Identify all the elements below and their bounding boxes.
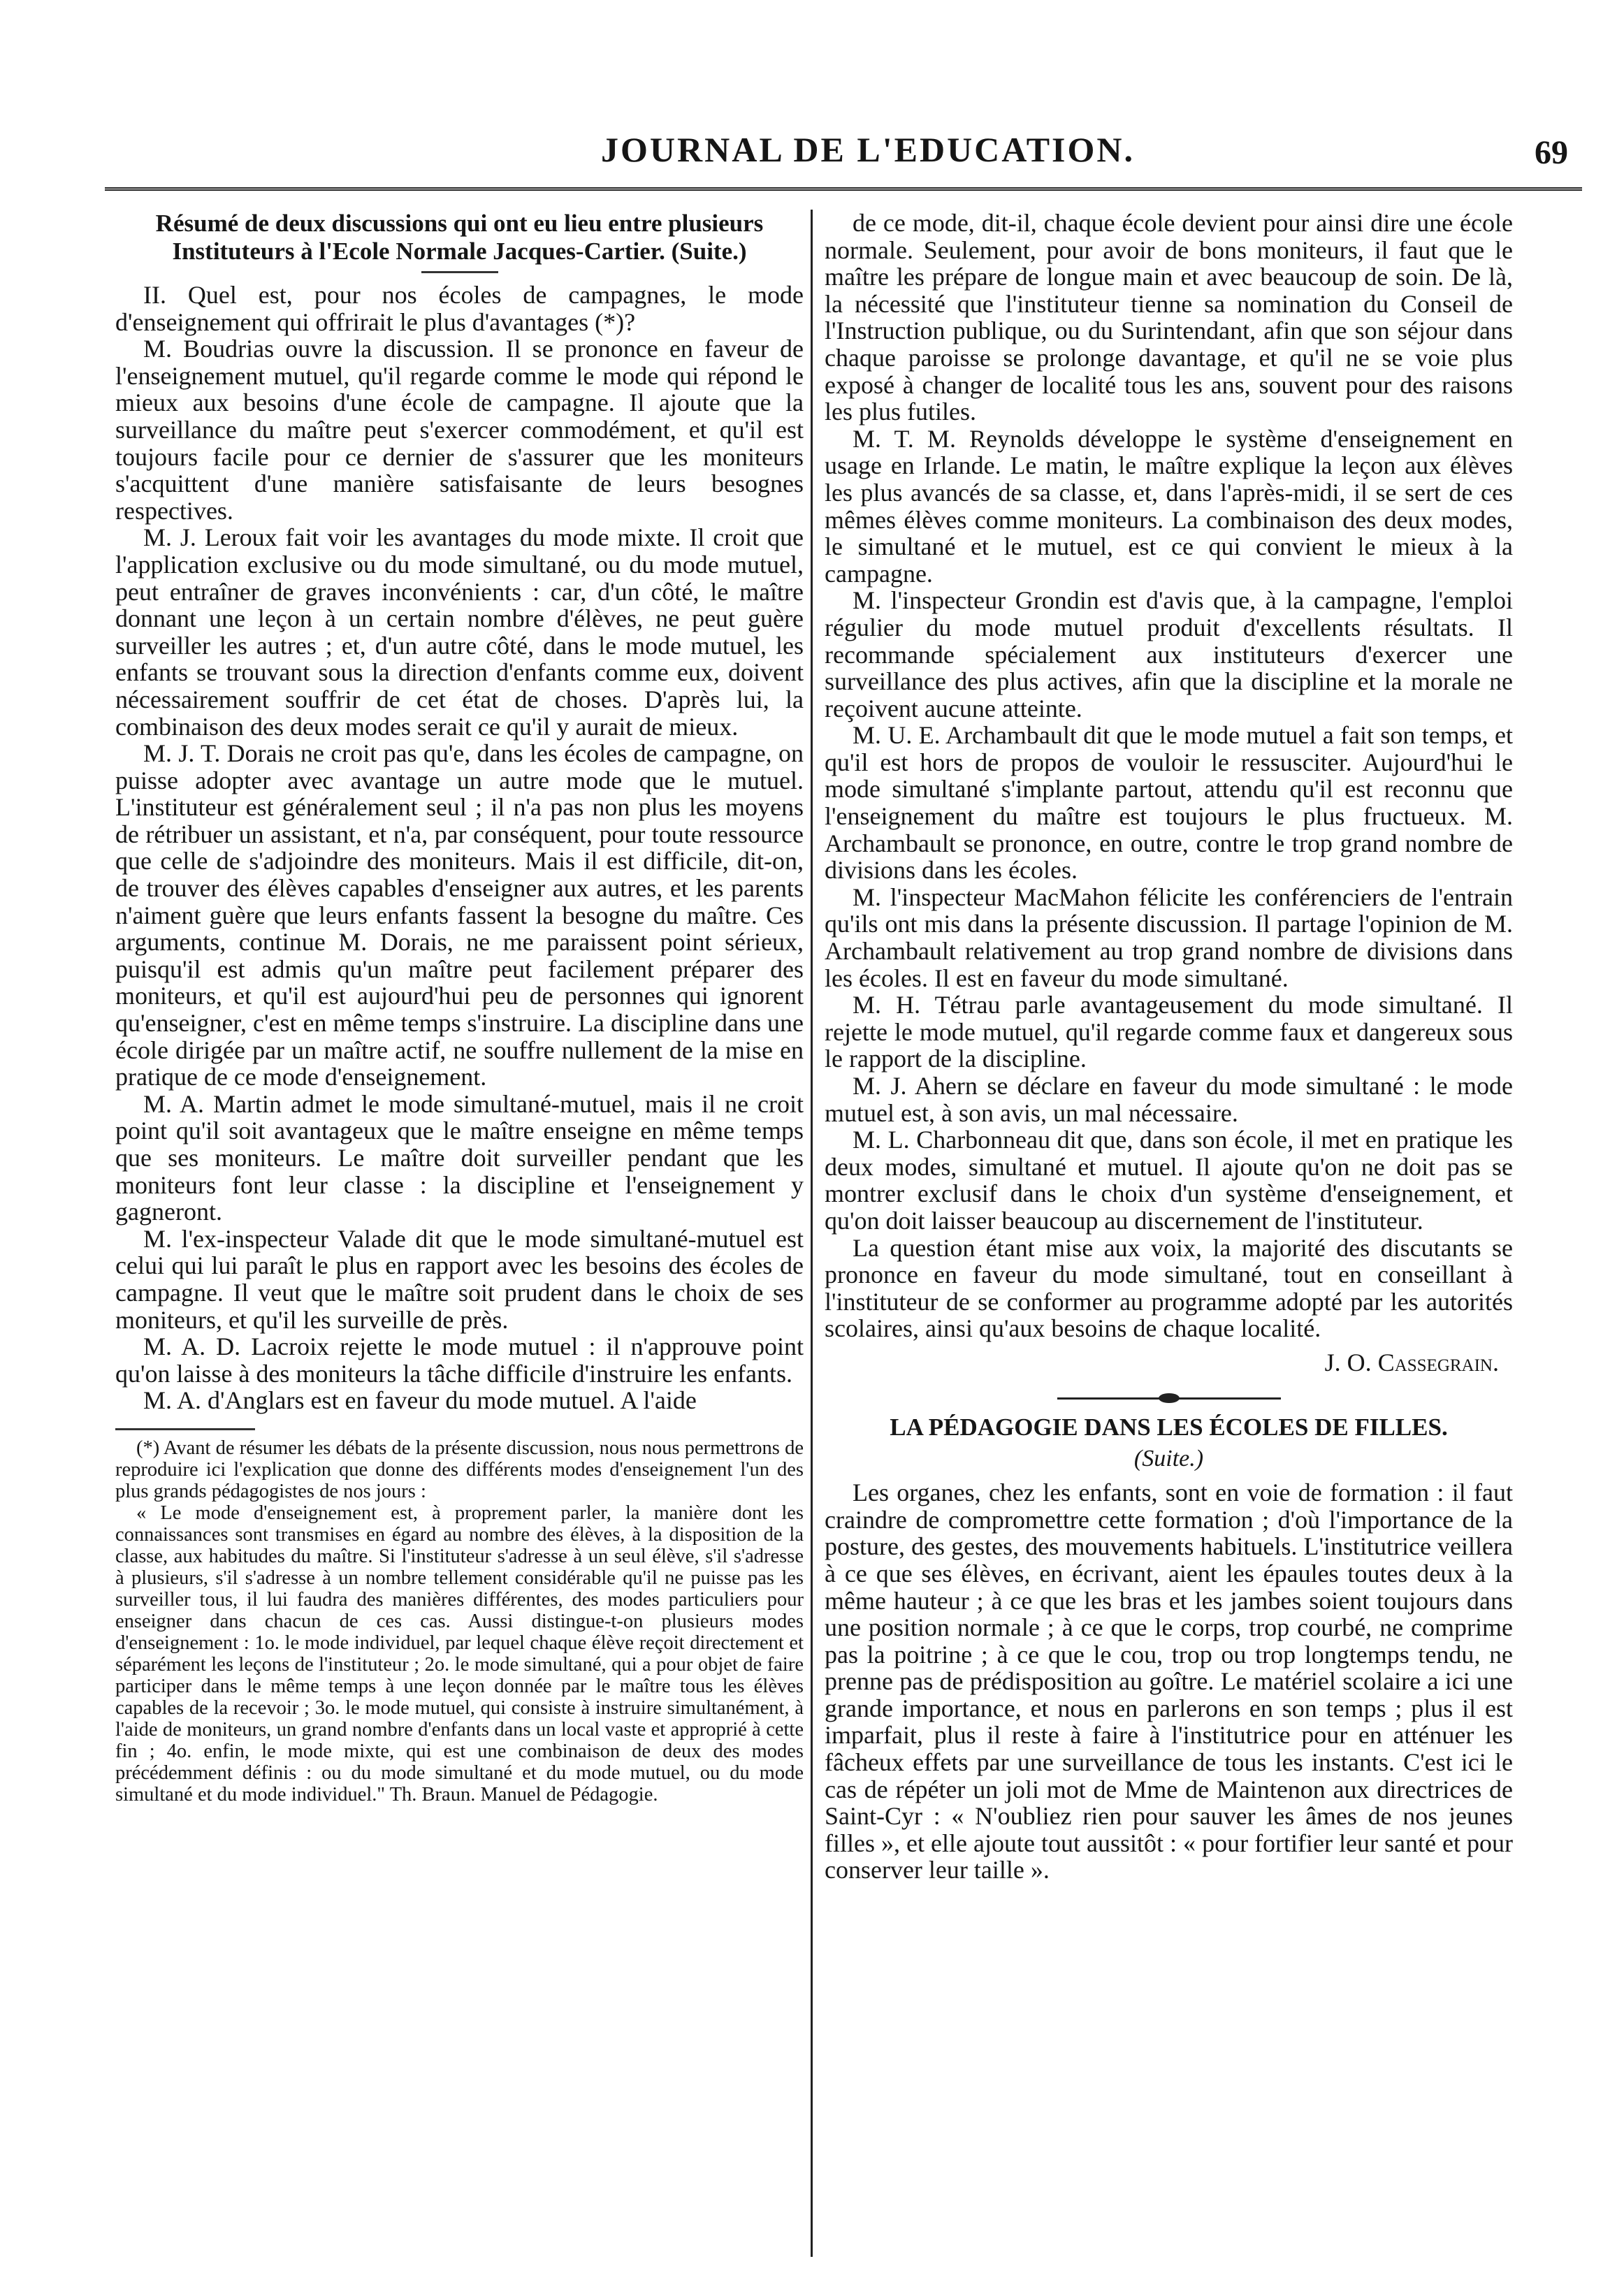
paragraph: M. H. Tétrau parle avantageusement du mode simultané. Il rejette le mode mutuel, qu'il regarde comme faux et dangereux sous le rapport de la discipline. — [825, 991, 1513, 1073]
paragraph: M. L. Charbonneau dit que, dans son école, il met en pratique les deux modes, simultané et mutuel. Il ajoute qu'on ne doit pas se montrer exclusif dans le choix d'un système d'enseignement, et qu'on doit laisser beaucoup au discernement de l'instituteur. — [825, 1126, 1513, 1235]
column-divider — [811, 210, 813, 2257]
paragraph: de ce mode, dit-il, chaque école devient pour ainsi dire une école normale. Seulement, pour avoir de bons moniteurs, il faut que le maître les prépare de longue main et avec beaucoup de soin. De là, la nécessité que l'instituteur tienne sa nomination du Conseil de l'Instruction publique, ou du Surintendant, afin que son séjour dans chaque paroisse se prolonge davantage, et qu'il ne se voie plus exposé à changer de localité tous les ans, souvent pour des raisons les plus futiles. — [825, 209, 1513, 426]
paragraph: M. A. d'Anglars est en faveur du mode mutuel. A l'aide — [143, 1386, 697, 1415]
paragraph: M. J. Leroux fait voir les avantages du mode mixte. Il croit que l'application exclusive ou du mode simultané, ou du mode mutuel, peut entraîner de graves inconvénients : car, d'un côté, le maître donnant une leçon à un certain nombre d'élèves, ne peut guère surveiller les autres ; et, d'un autre côté, dans le mode mutuel, les enfants se trouvant sous la direction d'enfants comme eux, doivent nécessairement souffrir de cet état de choses. D'après lui, la combinaison des deux modes serait ce qu'il y aurait de mieux. — [115, 523, 804, 741]
paragraph: La question étant mise aux voix, la majorité des discutants se prononce en faveur du mode simultané, tout en conseillant à l'instituteur de se conformer au programme adopté par les autorités scolaires, ainsi qu'aux besoins de chaque localité. — [825, 1233, 1513, 1343]
footnote-paragraph: (*) Avant de résumer les débats de la présente discussion, nous nous permettrons de reproduire ici l'explication que donne des différents modes d'enseignement l'un des plus grands pédagogistes de nos jours : — [115, 1437, 804, 1502]
left-column — [115, 210, 804, 1805]
page-header — [98, 129, 1568, 178]
footnote — [115, 1437, 804, 1805]
paragraph: M. U. E. Archambault dit que le mode mutuel a fait son temps, et qu'il est hors de propos de vouloir le ressusciter. Aujourd'hui le mode simultané s'implante partout, attendu qu'il est reconnu que l'enseignement du maître est toujours le plus fructueux. M. Archambault se prononce, en outre, contre le trop grand nombre de divisions dans les écoles. — [825, 721, 1513, 885]
footnote-paragraph: « Le mode d'enseignement est, à proprement parler, la manière dont les connaissances sont transmises en égard au nombre des élèves, à la disposition de la classe, aux habitudes du maître. Si l'instituteur s'adresse à un seul élève, s'il s'adresse à plusieurs, s'il s'adresse à un nombre tellement considérable qu'il ne puisse pas les surveiller tous, il lui faudra des manières différentes, des modes particuliers pour enseigner dans chacun de ces cas. Aussi distingue-t-on plusieurs modes d'enseignement : 1o. le mode individuel, par lequel chaque élève reçoit directement et séparément les leçons de l'instituteur ; 2o. le mode simultané, qui a pour objet de faire participer dans le même temps à une leçon donnée par le maître tous les élèves capables de la recevoir ; 3o. le mode mutuel, qui consiste à instruire simultanément, à l'aide de moniteurs, un grand nombre d'enfants dans un local vaste et approprié à cette fin ; 4o. enfin, le mode mixte, qui est une combinaison de deux des modes précédemment définis : ou du mode simultané et du mode mutuel, ou du mode simultané et du mode individuel." Th. Braun. Manuel de Pédagogie. — [115, 1502, 804, 1805]
paragraph: M. T. M. Reynolds développe le système d'enseignement en usage en Irlande. Le matin, le maître explique la leçon aux élèves les plus avancés de sa classe, et, dans l'après-midi, il se sert de ces mêmes élèves comme moniteurs. La combinaison des deux modes, le simultané et le mutuel, est ce qui convient le mieux à la campagne. — [825, 424, 1513, 588]
paragraph: M. A. Martin admet le mode simultané-mutuel, mais il ne croit point qu'il soit avantageux que le maître enseigne en même temps que ses moniteurs. Le maître doit surveiller pendant que les moniteurs font leur classe : la discipline et l'enseignement y gagneront. — [115, 1089, 804, 1226]
footnote-rule — [115, 1428, 255, 1430]
paragraph: M. Boudrias ouvre la discussion. Il se prononce en faveur de l'enseignement mutuel, qu'il regarde comme le mode qui répond le mieux aux besoins d'une école de campagne. Il ajoute que la surveillance du maître peut s'exercer commodément, et qu'il est toujours facile pour ce dernier de s'assurer que les moniteurs s'acquittent d'une manière satisfaisante de leurs besognes respectives. — [115, 335, 804, 525]
section-subtitle: (Suite.) — [1133, 1445, 1204, 1472]
section-ornament — [1057, 1397, 1281, 1400]
paragraph: M. J. T. Dorais ne croit pas qu'e, dans les écoles de campagne, on puisse adopter avec avantage un autre mode que le mutuel. L'instituteur est généralement seul ; il n'a pas non plus les moyens de rétribuer un assistant, et n'a, par conséquent, pour toute ressource que celle de s'adjoindre des moniteurs. Mais il est difficile, dit-on, de trouver des élèves capables d'enseigner aux autres, et les parents n'aiment guère que leurs enfants fassent la besogne du maître. Ces arguments, continue M. Dorais, ne me paraissent point sérieux, puisqu'il est admis qu'un maître peut facilement préparer des moniteurs, et qu'il est aujourd'hui peu de personnes qui ignorent qu'enseigner, c'est en même temps s'instruire. La discipline dans une école dirigée par un maître actif, ne souffre nullement de la mise en pratique de ce mode d'enseignement. — [115, 739, 804, 1091]
journal-title: JOURNAL DE L'EDUCATION. — [601, 130, 1135, 169]
paragraph: II. Quel est, pour nos écoles de campagnes, le mode d'enseignement qui offrirait le plus d'avantages (*)? — [115, 281, 804, 336]
paragraph: M. l'ex-inspecteur Valade dit que le mode simultané-mutuel est celui qui lui paraît le plus en rapport avec les besoins des écoles de campagne. Il veut que le maître soit prudent dans le choix de ses moniteurs, et qu'il les surveille de près. — [115, 1224, 804, 1334]
paragraph: M. l'inspecteur Grondin est d'avis que, à la campagne, l'emploi régulier du mode mutuel produit d'excellents résultats. Il recommande spécialement aux instituteurs d'exercer une surveillance des plus actives, afin que la discipline et la morale ne reçoivent aucune atteinte. — [825, 586, 1513, 722]
paragraph: M. A. D. Lacroix rejette le mode mutuel : il n'approuve point qu'on laisse à des moniteurs la tâche difficile d'instruire les enfants. — [115, 1332, 804, 1388]
right-column — [825, 210, 1513, 1884]
signature: J. O. Cassegrain. — [1324, 1348, 1499, 1376]
header-rule — [105, 187, 1582, 191]
paragraph: M. J. Ahern se déclare en faveur du mode simultané : le mode mutuel est, à son avis, un mal nécessaire. — [825, 1072, 1513, 1127]
heading-separator — [421, 271, 498, 273]
article-heading: Résumé de deux discussions qui ont eu lieu entre plusieurs Instituteurs à l'Ecole Normale Jacques-Cartier. (Suite.) — [155, 210, 764, 265]
paragraph: Les organes, chez les enfants, sont en voie de formation : il faut craindre de compromettre cette formation ; d'où l'importance de la posture, des gestes, des mouvements habituels. L'institutrice veillera à ce que ses élèves, en écrivant, aient les épaules toutes deux à la même hauteur ; à ce que les bras et les jambes soient toujours dans une position normale ; à ce que le corps, trop courbé, ne comprime pas la poitrine ; à ce que le cou, trop ou trop longtemps tendu, ne prenne pas de prédisposition au goître. Le matériel scolaire a ici une grande importance, et nous en parlerons en son temps ; plus il est imparfait, plus il reste à faire à l'institutrice pour en atténuer les fâcheux effets par une surveillance de tous les instants. C'est ici le cas de répéter un joli mot de Mme de Maintenon aux directrices de Saint-Cyr : « N'oubliez rien pour sauver les âmes de nos jeunes filles », et elle ajoute tout aussitôt : « pour fortifier leur santé et pour conserver leur taille ». — [825, 1478, 1513, 1884]
paragraph: M. l'inspecteur MacMahon félicite les conférenciers de l'entrain qu'ils ont mis dans la présente discussion. Il partage l'opinion de M. Archambault relativement au trop grand nombre de divisions dans les écoles. Il est en faveur du mode simultané. — [825, 882, 1513, 992]
page-number: 69 — [1535, 134, 1568, 171]
section-title: LA PÉDAGOGIE DANS LES ÉCOLES DE FILLES. — [890, 1413, 1448, 1441]
